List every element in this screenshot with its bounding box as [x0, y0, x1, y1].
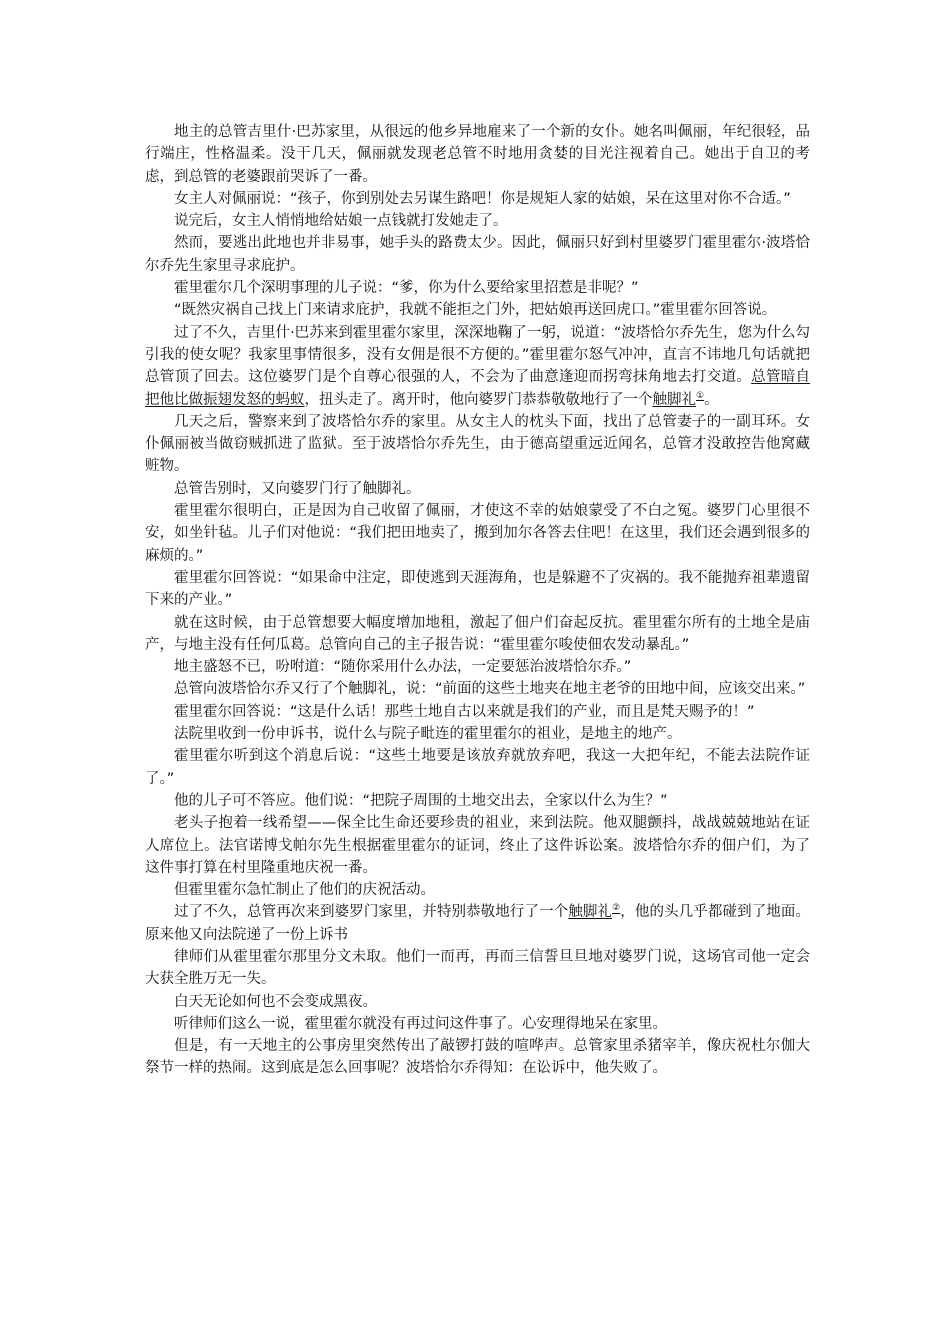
- paragraph: [145, 901, 810, 946]
- paragraph: [145, 946, 810, 991]
- text-segment: 过了不久，吉里什·巴苏来到霍里霍尔家里，深深地鞠了一躬，说道：“波塔恰尔乔先生，您为什么勾引我的使女呢？我家里事情很多，没有女佣是很不方便的。”霍里霍尔怒气冲冲，直言不讳地几句话就把总管顶了回去。这位婆罗门是个自尊心很强的人，不会为了曲意逢迎而拐弯抹角地去打交道。: [145, 324, 810, 386]
- text-segment: 总管告别时，又向婆罗门行了触脚礼。: [174, 480, 421, 497]
- text-segment: 就在这时候，由于总管想要大幅度增加地租，激起了佃户们奋起反抗。霍里霍尔所有的土地全是庙产，与地主没有任何瓜葛。总管向自己的主子报告说：“霍里霍尔唆使佃农发动暴乱。”: [145, 614, 810, 653]
- text-segment: 但是，有一天地主的公事房里突然传出了敲锣打鼓的喧哗声。总管家里杀猪宰羊，像庆祝杜尔伽大祭节一样的热闹。这到底是怎么回事呢？波塔恰尔乔得知：在讼诉中，他失败了。: [145, 1038, 810, 1077]
- footnote-marker: ②: [612, 903, 621, 914]
- underlined-phrase: 触脚礼: [568, 904, 613, 921]
- text-segment: 霍里霍尔几个深明事理的儿子说：“爹，你为什么要给家里招惹是非呢？”: [174, 280, 639, 297]
- paragraph: [145, 500, 810, 567]
- paragraph: [145, 299, 810, 321]
- paragraph: [145, 812, 810, 879]
- text-segment: 然而，要逃出此地也并非易事，她手头的路费太少。因此，佩丽只好到村里婆罗门霍里霍尔·波塔恰尔乔先生家里寻求庇护。: [145, 235, 810, 274]
- underlined-phrase: 触脚礼: [652, 391, 696, 408]
- paragraph: [145, 1035, 810, 1080]
- paragraph: [145, 612, 810, 657]
- text-segment: 霍里霍尔听到这个消息后说：“这些土地要是该放弃就放弃吧，我这一大把年纪，不能去法院作证了。”: [145, 748, 810, 787]
- text-segment: 霍里霍尔很明白，正是因为自己收留了佩丽，才使这不幸的姑娘蒙受了不白之冤。婆罗门心里很不安，如坐针毡。儿子们对他说：“我们把田地卖了，搬到加尔各答去住吧！在这里，我们还会遇到很多的麻烦的。”: [145, 503, 810, 564]
- text-segment: 女主人对佩丽说：“孩子，你到别处去另谋生路吧！你是规矩人家的姑娘，呆在这里对你不合适。”: [174, 190, 791, 207]
- paragraph: [145, 411, 810, 478]
- paragraph: [145, 745, 810, 790]
- paragraph: [145, 790, 810, 812]
- paragraph: [145, 277, 810, 299]
- text-segment: 说完后，女主人悄悄地给姑娘一点钱就打发她走了。: [174, 213, 508, 230]
- text-segment: 总管向波塔恰尔乔又行了个触脚礼，说：“前面的这些土地夹在地主老爷的田地中间，应该交出来。”: [174, 681, 806, 698]
- text-segment: ，扭头走了。离开时，他向婆罗门恭恭敬敬地行了一个: [304, 391, 653, 408]
- text-segment: 老头子抱着一线希望——保全比生命还要珍贵的祖业，来到法院。他双腿颤抖，战战兢兢地站在证人席位上。法官诺博戈帕尔先生根据霍里霍尔的证词，终止了这件诉讼案。波塔恰尔乔的佃户们，为了这件事打算在村里隆重地庆祝一番。: [145, 815, 810, 876]
- paragraph: [145, 1013, 810, 1035]
- text-segment: 白天无论如何也不会变成黑夜。: [174, 993, 377, 1010]
- paragraph: [145, 232, 810, 277]
- text-segment: 过了不久，总管再次来到婆罗门家里，并特别恭敬地行了一个: [174, 904, 569, 921]
- paragraph: [145, 322, 810, 411]
- text-segment: 听律师们这么一说，霍里霍尔就没有再过问这件事了。心安理得地呆在家里。: [174, 1015, 667, 1032]
- paragraph: [145, 991, 810, 1013]
- text-segment: 霍里霍尔回答说：“如果命中注定，即使逃到天涯海角，也是躲避不了灾祸的。我不能抛弃祖辈遗留下来的产业。”: [145, 569, 810, 609]
- text-segment: 几天之后，警察来到了波塔恰尔乔的家里。从女主人的枕头下面，找出了总管妻子的一副耳环。女仆佩丽被当做窃贼抓进了监狱。至于波塔恰尔乔先生，由于德高望重远近闻名，总管才没敢控告他窝藏赃物。: [145, 413, 810, 475]
- text-segment: 律师们从霍里霍尔那里分文未取。他们一而再，再而三信誓旦旦地对婆罗门说，这场官司他一定会大获全胜万无一失。: [145, 948, 810, 988]
- paragraph: [145, 678, 810, 700]
- text-segment: 他的儿子可不答应。他们说：“把院子周围的土地交出去，全家以什么为生？”: [174, 792, 668, 809]
- text-segment: ，他的头几乎都碰到了地面。原来他又向法院递了一份上诉书: [145, 904, 810, 943]
- paragraph: [145, 188, 810, 210]
- underlined-phrase: 总管暗自把他比做振翅发怒的蚂蚁: [145, 369, 811, 408]
- text-segment: 霍里霍尔回答说：“这是什么话！那些土地自古以来就是我们的产业，而且是梵天赐予的！”: [174, 703, 755, 720]
- paragraph: [145, 879, 810, 901]
- text-segment: 但霍里霍尔急忙制止了他们的庆祝活动。: [174, 882, 435, 899]
- text-segment: “既然灾祸自己找上门来请求庇护，我就不能拒之门外，把姑娘再送回虎口。”霍里霍尔回答说。: [174, 302, 777, 319]
- text-segment: 法院里收到一份申诉书，说什么与院子毗连的霍里霍尔的祖业，是地主的地产。: [174, 726, 682, 743]
- document-body: [145, 121, 810, 1080]
- text-segment: 。: [704, 391, 719, 408]
- paragraph: [145, 478, 810, 500]
- text-segment: 地主盛怒不已，吩咐道：“随你采用什么办法，一定要惩治波塔恰尔乔。”: [174, 659, 632, 676]
- paragraph: [145, 723, 810, 745]
- paragraph: [145, 701, 810, 723]
- paragraph: [145, 121, 810, 188]
- paragraph: [145, 210, 810, 232]
- text-segment: 地主的总管吉里什·巴苏家里，从很远的他乡异地雇来了一个新的女仆。她名叫佩丽，年纪很轻，品行端庄，性格温柔。没干几天，佩丽就发现老总管不时地用贪婪的目光注视着自己。她出于自卫的考虑，到总管的老婆跟前哭诉了一番。: [145, 124, 810, 185]
- footnote-marker: ①: [696, 390, 705, 401]
- paragraph: [145, 656, 810, 678]
- paragraph: [145, 567, 810, 612]
